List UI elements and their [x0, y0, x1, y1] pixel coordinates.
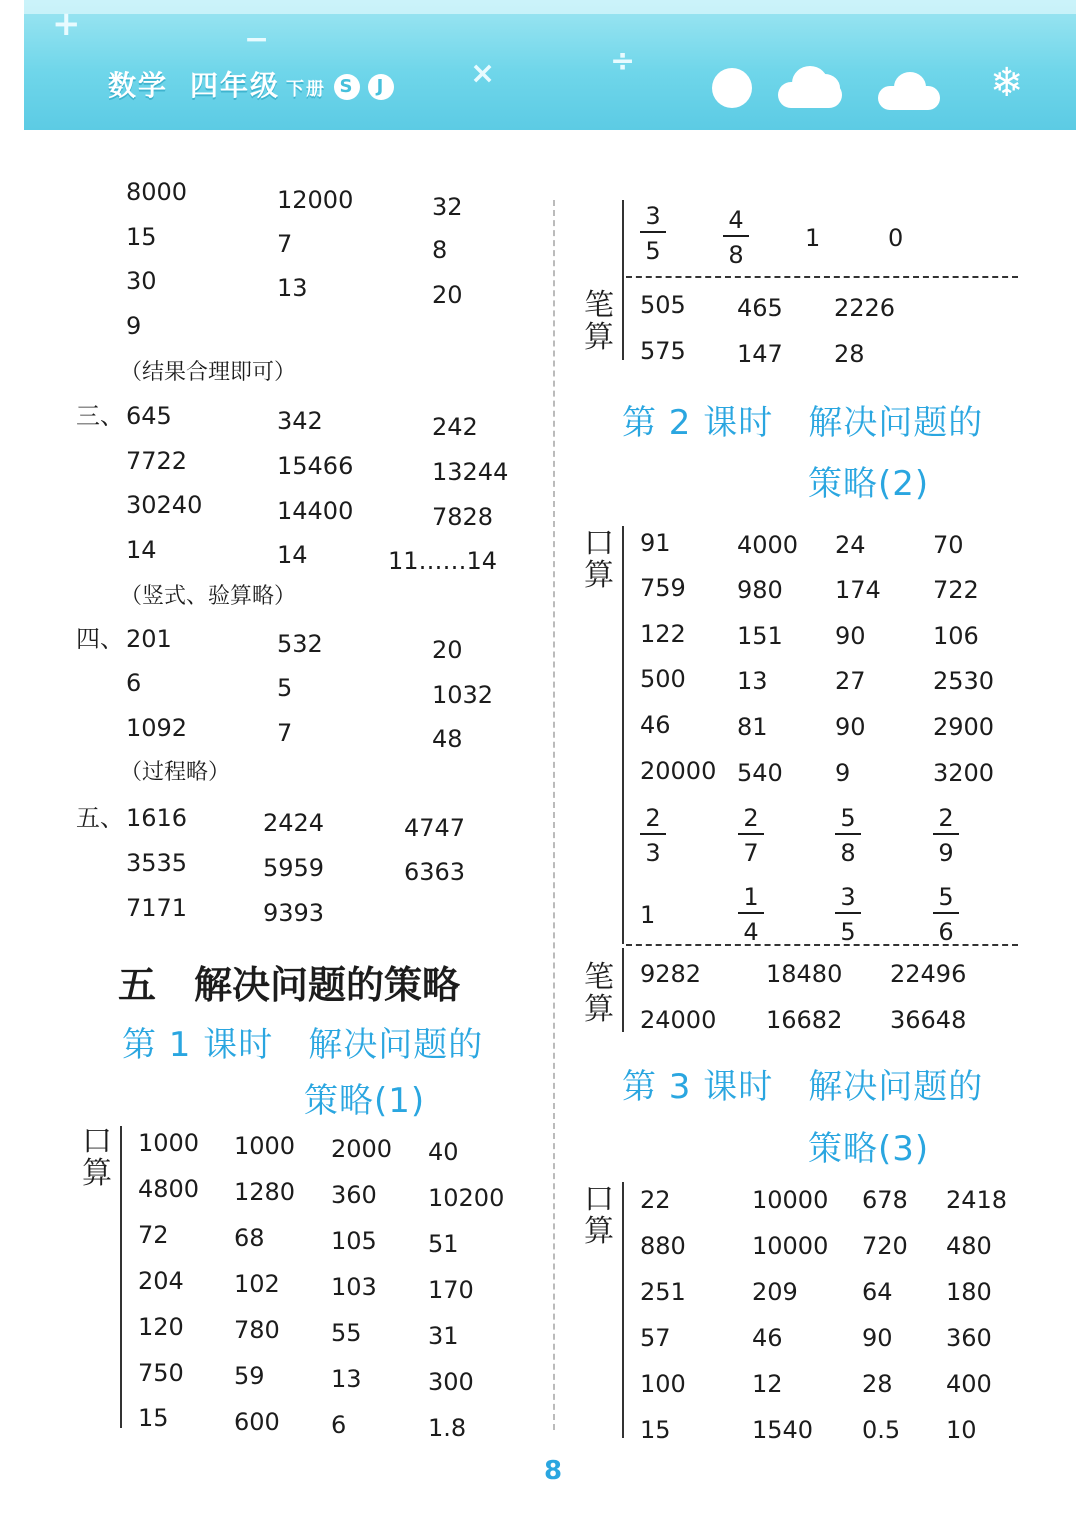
chapter-title: 五 解决问题的策略 — [118, 963, 461, 1007]
answer-cell: 91 — [640, 529, 671, 557]
kousuan-label: 口算 — [82, 1124, 112, 1191]
answer-cell: 30 — [126, 267, 157, 295]
times-icon: × — [470, 56, 496, 91]
answer-cell: 722 — [933, 576, 979, 604]
section-marker: 五、 — [76, 804, 124, 832]
lesson-2-subtitle: 策略(2) — [808, 464, 930, 504]
answer-cell: 103 — [331, 1273, 377, 1301]
bracket-line — [622, 948, 624, 1032]
fraction: 2 3 — [640, 806, 666, 865]
grade-label: 四年级 — [190, 69, 281, 102]
answer-cell: 90 — [862, 1324, 893, 1352]
answer-cell: 6 — [331, 1411, 347, 1439]
answer-cell: 24 — [835, 531, 866, 559]
answer-cell: 342 — [277, 407, 323, 435]
answer-cell: 40 — [428, 1138, 459, 1166]
answer-cell: 147 — [737, 340, 783, 368]
dashed-separator — [626, 276, 1018, 278]
answer-cell: 13244 — [432, 458, 509, 486]
answer-cell: 27 — [835, 667, 866, 695]
snowflake-icon: ❄ — [990, 60, 1024, 106]
answer-cell: 10000 — [752, 1232, 829, 1260]
answer-cell: 5 — [277, 674, 293, 702]
note-text: （过程略） — [120, 760, 231, 785]
answer-cell: 51 — [428, 1230, 459, 1258]
answer-cell: 7 — [277, 230, 293, 258]
bracket-line — [622, 1182, 624, 1438]
answer-cell: 13 — [737, 667, 768, 695]
answer-cell: 170 — [428, 1276, 474, 1304]
answer-cell: 30240 — [126, 491, 203, 519]
section-marker: 三、 — [76, 402, 124, 430]
answer-cell: 10000 — [752, 1186, 829, 1214]
answer-cell: 720 — [862, 1232, 908, 1260]
fraction: 1 4 — [738, 885, 764, 944]
answer-cell: 70 — [933, 531, 964, 559]
answer-cell: 1616 — [126, 804, 188, 832]
answer-cell: 759 — [640, 574, 686, 602]
answer-cell: 9 — [835, 759, 851, 787]
answer-cell: 28 — [834, 340, 865, 368]
answer-cell: 64 — [862, 1278, 893, 1306]
answer-cell: 10 — [946, 1416, 977, 1444]
answer-cell: 1540 — [752, 1416, 814, 1444]
bracket-line — [622, 526, 624, 944]
fraction: 3 5 — [640, 204, 666, 263]
answer-cell: 46 — [752, 1324, 783, 1352]
answer-cell: 2900 — [933, 713, 995, 741]
answer-cell: 100 — [640, 1370, 686, 1398]
answer-cell: 6 — [126, 669, 142, 697]
answer-cell: 480 — [946, 1232, 992, 1260]
answer-cell: 15466 — [277, 452, 354, 480]
answer-cell: 15 — [126, 223, 157, 251]
answer-cell: 0 — [888, 224, 904, 252]
answer-cell: 1000 — [138, 1129, 200, 1157]
answer-cell: 13 — [331, 1365, 362, 1393]
answer-cell: 750 — [138, 1359, 184, 1387]
answer-cell: 9393 — [263, 899, 325, 927]
fraction: 2 9 — [933, 806, 959, 865]
bisuan-label: 笔算 — [584, 288, 614, 355]
kousuan-label: 口算 — [584, 1182, 614, 1249]
answer-cell: 8 — [432, 236, 448, 264]
answer-cell: 201 — [126, 625, 172, 653]
answer-cell: 1000 — [234, 1132, 296, 1160]
answer-cell: 180 — [946, 1278, 992, 1306]
answer-cell: 22 — [640, 1186, 671, 1214]
answer-cell: 151 — [737, 622, 783, 650]
answer-cell: 2226 — [834, 294, 896, 322]
answer-cell: 2000 — [331, 1135, 393, 1163]
column-divider — [553, 200, 555, 1430]
answer-cell: 57 — [640, 1324, 671, 1352]
bracket-line — [120, 1126, 122, 1428]
lesson-3-subtitle: 策略(3) — [808, 1129, 930, 1169]
header-banner — [24, 0, 1076, 130]
answer-cell: 2418 — [946, 1186, 1008, 1214]
minus-icon: − — [244, 22, 270, 57]
answer-cell: 7171 — [126, 894, 188, 922]
answer-cell: 4000 — [737, 531, 799, 559]
sun-icon — [712, 68, 752, 108]
divide-icon: ÷ — [610, 44, 636, 79]
answer-cell: 1280 — [234, 1178, 296, 1206]
answer-cell: 400 — [946, 1370, 992, 1398]
answer-cell: 780 — [234, 1316, 280, 1344]
answer-cell: 1 — [805, 224, 821, 252]
dashed-separator — [626, 944, 1018, 946]
answer-cell: 105 — [331, 1227, 377, 1255]
answer-cell: 32 — [432, 193, 463, 221]
answer-cell: 14 — [126, 536, 157, 564]
lesson-3-title: 第 3 课时 解决问题的 — [622, 1067, 984, 1107]
answer-cell: 90 — [835, 713, 866, 741]
answer-cell: 645 — [126, 402, 172, 430]
fraction: 5 6 — [933, 885, 959, 944]
answer-cell: 360 — [331, 1181, 377, 1209]
answer-cell: 81 — [737, 713, 768, 741]
answer-cell: 1.8 — [428, 1414, 467, 1442]
answer-cell: 209 — [752, 1278, 798, 1306]
banner-highlight — [24, 0, 1076, 14]
answer-cell: 500 — [640, 665, 686, 693]
answer-cell: 48 — [432, 725, 463, 753]
lesson-2-title: 第 2 课时 解决问题的 — [622, 403, 984, 443]
answer-cell: 15 — [640, 1416, 671, 1444]
answer-cell: 24000 — [640, 1006, 717, 1034]
subject-label: 数学 — [108, 69, 169, 102]
answer-cell: 7722 — [126, 447, 188, 475]
answer-cell: 46 — [640, 711, 671, 739]
answer-cell: 532 — [277, 630, 323, 658]
note-text: （竖式、验算略） — [120, 584, 297, 609]
answer-cell: 6363 — [404, 858, 466, 886]
answer-cell: 20000 — [640, 757, 717, 785]
book-brand — [108, 64, 394, 104]
answer-cell: 18480 — [766, 960, 843, 988]
answer-cell: 102 — [234, 1270, 280, 1298]
answer-cell: 505 — [640, 291, 686, 319]
answer-cell: 575 — [640, 337, 686, 365]
answer-cell: 55 — [331, 1319, 362, 1347]
answer-cell: 880 — [640, 1232, 686, 1260]
answer-cell: 20 — [432, 281, 463, 309]
answer-cell: 5959 — [263, 854, 325, 882]
answer-cell: 7828 — [432, 503, 494, 531]
fraction: 4 8 — [723, 208, 749, 267]
answer-cell: 13 — [277, 274, 308, 302]
answer-cell: 36648 — [890, 1006, 967, 1034]
answer-cell: 9 — [126, 312, 142, 340]
answer-cell: 12 — [752, 1370, 783, 1398]
answer-cell: 28 — [862, 1370, 893, 1398]
answer-cell: 31 — [428, 1322, 459, 1350]
answer-cell: 980 — [737, 576, 783, 604]
answer-cell: 90 — [835, 622, 866, 650]
answer-cell: 14 — [277, 541, 308, 569]
answer-cell: 300 — [428, 1368, 474, 1396]
bisuan-label: 笔算 — [584, 960, 614, 1027]
volume-label: 下册 — [286, 79, 327, 100]
answer-cell: 11……14 — [388, 547, 498, 575]
fraction: 2 7 — [738, 806, 764, 865]
answer-cell: 68 — [234, 1224, 265, 1252]
answer-cell: 22496 — [890, 960, 967, 988]
answer-cell: 72 — [138, 1221, 169, 1249]
answer-cell: 122 — [640, 620, 686, 648]
note-text: （结果合理即可） — [120, 360, 297, 385]
plus-icon: + — [52, 4, 81, 44]
answer-cell: 251 — [640, 1278, 686, 1306]
answer-cell: 16682 — [766, 1006, 843, 1034]
bracket-line — [622, 200, 624, 360]
lesson-1-title: 第 1 课时 解决问题的 — [122, 1025, 484, 1065]
answer-cell: 204 — [138, 1267, 184, 1295]
badge-j-icon: J — [368, 74, 394, 100]
answer-cell: 59 — [234, 1362, 265, 1390]
answer-cell: 678 — [862, 1186, 908, 1214]
page-number: 8 — [544, 1456, 563, 1486]
answer-cell: 7 — [277, 719, 293, 747]
answer-cell: 12000 — [277, 186, 354, 214]
lesson-1-subtitle: 策略(1) — [304, 1081, 426, 1121]
answer-cell: 465 — [737, 294, 783, 322]
answer-cell: 0.5 — [862, 1416, 901, 1444]
answer-cell: 600 — [234, 1408, 280, 1436]
answer-cell: 4747 — [404, 814, 466, 842]
answer-cell: 3200 — [933, 759, 995, 787]
fraction: 3 5 — [835, 885, 861, 944]
section-marker: 四、 — [76, 625, 124, 653]
badge-s-icon: S — [334, 74, 360, 100]
fraction: 5 8 — [835, 806, 861, 865]
answer-cell: 14400 — [277, 497, 354, 525]
answer-cell: 20 — [432, 636, 463, 664]
answer-cell: 360 — [946, 1324, 992, 1352]
answer-cell: 4800 — [138, 1175, 200, 1203]
answer-cell: 3535 — [126, 849, 188, 877]
answer-cell: 106 — [933, 622, 979, 650]
answer-cell: 1 — [640, 901, 656, 929]
answer-cell: 1092 — [126, 714, 188, 742]
answer-cell: 120 — [138, 1313, 184, 1341]
answer-cell: 8000 — [126, 178, 188, 206]
answer-cell: 9282 — [640, 960, 702, 988]
kousuan-label: 口算 — [584, 526, 614, 593]
answer-cell: 174 — [835, 576, 881, 604]
answer-cell: 15 — [138, 1404, 169, 1432]
answer-cell: 540 — [737, 759, 783, 787]
answer-cell: 2530 — [933, 667, 995, 695]
answer-cell: 242 — [432, 413, 478, 441]
answer-cell: 1032 — [432, 681, 494, 709]
answer-cell: 2424 — [263, 809, 325, 837]
answer-cell: 10200 — [428, 1184, 505, 1212]
